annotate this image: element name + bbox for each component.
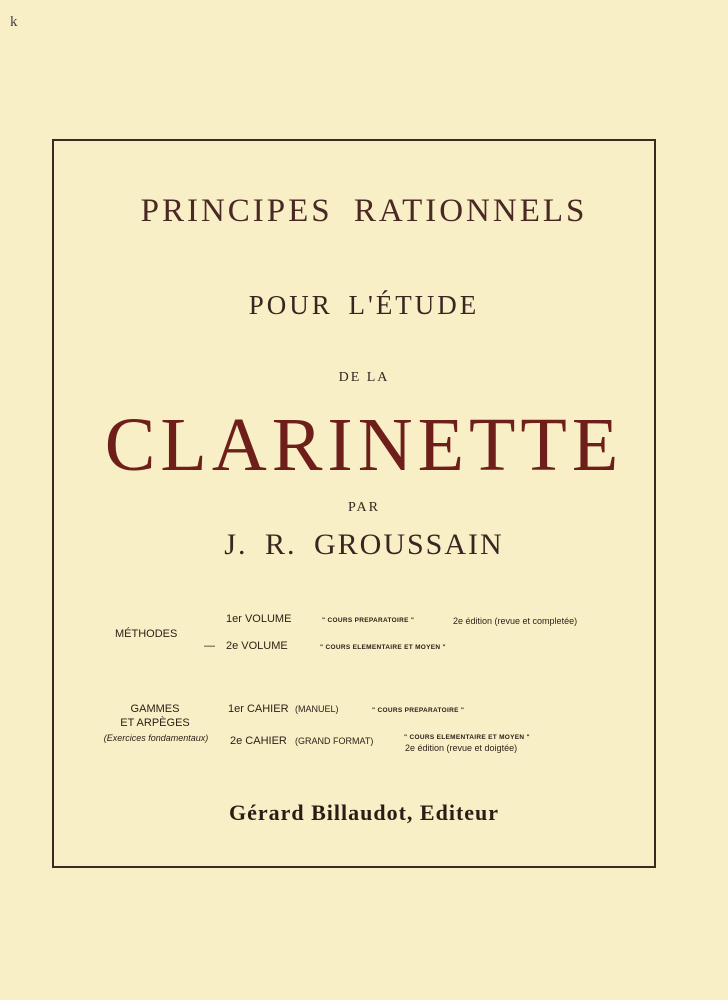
cahier-1-label: 1er CAHIER [228, 703, 289, 715]
cahier-1-course: " COURS PREPARATOIRE " [372, 707, 465, 714]
volume-2-label: 2e VOLUME [226, 640, 288, 652]
volume-1-edition: 2e édition (revue et completée) [453, 616, 578, 626]
cahier-1-format: (MANUEL) [295, 704, 339, 714]
corner-mark: k [10, 14, 18, 30]
author-name: J. R. GROUSSAIN [224, 528, 504, 561]
volume-1-label: 1er VOLUME [226, 613, 292, 625]
gammes-label-1: GAMMES [130, 703, 180, 715]
cahier-2-edition: 2e édition (revue et doigtée) [405, 743, 518, 753]
volume-2-dash: — [204, 640, 215, 652]
title-line-3: DE LA [338, 370, 390, 385]
methodes-label: MÉTHODES [115, 628, 178, 640]
title-line-1: PRINCIPES RATIONNELS [140, 193, 588, 229]
volume-2-course: " COURS ELEMENTAIRE ET MOYEN " [320, 644, 446, 651]
gammes-subtitle: (Exercices fondamentaux) [103, 733, 209, 743]
title-line-2: POUR L'ÉTUDE [248, 290, 480, 320]
gammes-label-2: ET ARPÈGES [120, 717, 190, 729]
par-label: PAR [348, 500, 380, 515]
publisher: Gérard Billaudot, Editeur [228, 800, 500, 825]
cahier-2-course: " COURS ELEMENTAIRE ET MOYEN " [404, 734, 530, 741]
cahier-2-label: 2e CAHIER [230, 735, 287, 747]
volume-1-course: " COURS PREPARATOIRE " [322, 617, 415, 624]
main-title: CLARINETTE [104, 403, 624, 487]
cahier-2-format: (GRAND FORMAT) [295, 736, 374, 746]
